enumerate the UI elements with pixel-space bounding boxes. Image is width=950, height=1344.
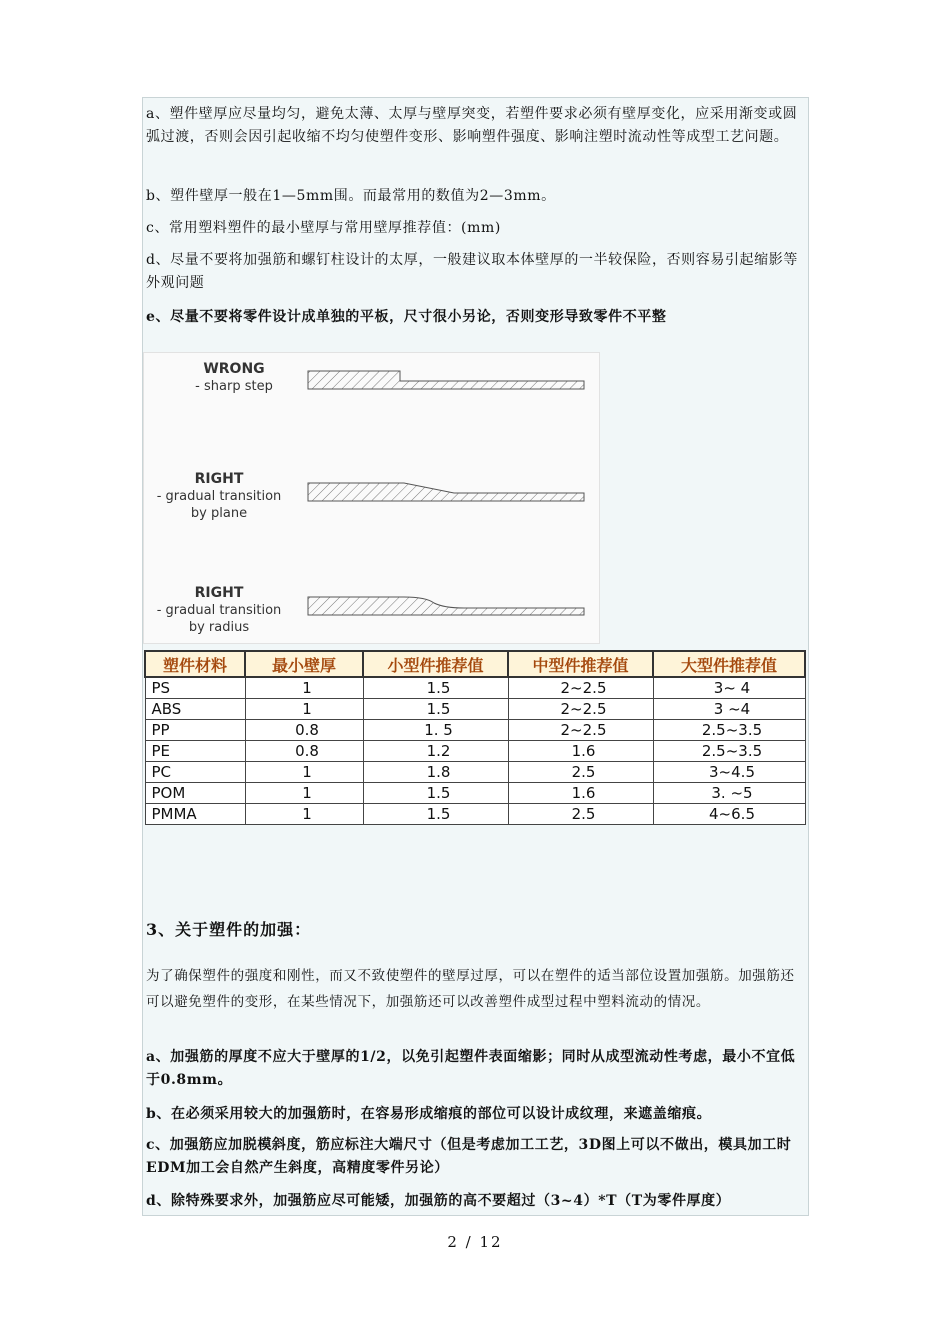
table-row bbox=[145, 804, 805, 825]
paragraph-e: e、尽量不要将零件设计成单独的平板，尺寸很小另论，否则变形导致零件不平整 bbox=[146, 309, 667, 325]
paragraph-c: c、常用塑料塑件的最小壁厚与常用壁厚推荐值：(mm) bbox=[146, 220, 501, 236]
cell: 1 bbox=[245, 804, 363, 825]
cell: PS bbox=[145, 677, 245, 699]
cell: POM bbox=[145, 783, 245, 804]
right-plane-label bbox=[148, 471, 290, 522]
right-plane-sub2: by plane bbox=[190, 506, 248, 521]
paragraph-a: a、塑件壁厚应尽量均匀，避免太薄、太厚与壁厚突变，若塑件要求必须有壁厚变化，应采用渐变或圆弧过渡，否则会因引起收缩不均匀使塑件变形、影响塑件强度、影响注塑时流动性等成型工艺问题。 bbox=[146, 106, 798, 145]
table-row bbox=[145, 720, 805, 741]
plane-transition-profile bbox=[304, 479, 589, 509]
cell: PC bbox=[145, 762, 245, 783]
section-3-a: a、加强筋的厚度不应大于壁厚的1/2，以免引起塑件表面缩影；同时从成型流动性考虑，最小不宜低于0.8mm。 bbox=[146, 1049, 796, 1088]
cell: 2.5 bbox=[508, 762, 653, 783]
paragraph-d: d、尽量不要将加强筋和螺钉柱设计的太厚，一般建议取本体壁厚的一半较保险，否则容易引起缩影等外观问题 bbox=[146, 252, 798, 291]
right-radius-sub1: - gradual transition bbox=[156, 603, 282, 618]
table-row bbox=[145, 741, 805, 762]
header-medium-part: 中型件推荐值 bbox=[508, 651, 653, 677]
cell: 1.5 bbox=[363, 677, 508, 699]
cell: 2.5~3.5 bbox=[653, 720, 805, 741]
cell: 4~6.5 bbox=[653, 804, 805, 825]
paragraph-b: b、塑件壁厚一般在1—5mm围。而最常用的数值为2—3mm。 bbox=[146, 188, 556, 204]
cell: 3~4.5 bbox=[653, 762, 805, 783]
cell: PE bbox=[145, 741, 245, 762]
right-radius-label bbox=[148, 585, 290, 636]
section-3-c: c、加强筋应加脱模斜度，筋应标注大端尺寸（但是考虑加工工艺，3D图上可以不做出，模具加工时EDM加工会自然产生斜度，高精度零件另论） bbox=[146, 1137, 792, 1176]
wrong-label bbox=[164, 361, 304, 395]
table-row bbox=[145, 677, 805, 699]
header-material: 塑件材料 bbox=[145, 651, 245, 677]
cell: 1.2 bbox=[363, 741, 508, 762]
cell: 3 ~4 bbox=[653, 699, 805, 720]
section-3-d: d、除特殊要求外，加强筋应尽可能矮，加强筋的高不要超过（3~4）*T（T为零件厚度） bbox=[146, 1193, 731, 1209]
right-radius-title: RIGHT bbox=[194, 585, 244, 601]
right-radius-sub2: by radius bbox=[188, 620, 250, 635]
cell: 3. ~5 bbox=[653, 783, 805, 804]
cell: 1 bbox=[245, 699, 363, 720]
cell: 3~ 4 bbox=[653, 677, 805, 699]
table-header-row bbox=[145, 651, 805, 677]
cell: 2~2.5 bbox=[508, 699, 653, 720]
wall-thickness-table-wrap bbox=[144, 650, 808, 841]
cell: 1.5 bbox=[363, 804, 508, 825]
header-min-wall: 最小壁厚 bbox=[245, 651, 363, 677]
cell: 2.5~3.5 bbox=[653, 741, 805, 762]
page-number: 2 / 12 bbox=[447, 1233, 503, 1251]
cell: 2.5 bbox=[508, 804, 653, 825]
cell: 1 bbox=[245, 677, 363, 699]
section-3-b: b、在必须采用较大的加强筋时，在容易形成缩痕的部位可以设计成纹理，来遮盖缩痕。 bbox=[146, 1106, 712, 1122]
section-3-intro: 为了确保塑件的强度和刚性，而又不致使塑件的壁厚过厚，可以在塑件的适当部位设置加强筋。加强筋还可以避免塑件的变形，在某些情况下，加强筋还可以改善塑件成型过程中塑料流动的情况。 bbox=[146, 968, 795, 1010]
cell: 0.8 bbox=[245, 741, 363, 762]
cell: PMMA bbox=[145, 804, 245, 825]
header-large-part: 大型件推荐值 bbox=[653, 651, 805, 677]
sharp-step-profile bbox=[304, 367, 589, 397]
right-plane-title: RIGHT bbox=[194, 471, 244, 487]
cell: 1. 5 bbox=[363, 720, 508, 741]
wall-transition-diagram bbox=[143, 352, 600, 644]
cell: ABS bbox=[145, 699, 245, 720]
radius-transition-profile bbox=[304, 593, 589, 623]
cell: 2~2.5 bbox=[508, 720, 653, 741]
right-plane-sub1: - gradual transition bbox=[156, 489, 282, 504]
cell: 0.8 bbox=[245, 720, 363, 741]
cell: 1.8 bbox=[363, 762, 508, 783]
table-row bbox=[145, 699, 805, 720]
wrong-subtitle: - sharp step bbox=[195, 379, 273, 394]
section-3-heading: 3、关于塑件的加强： bbox=[146, 920, 312, 939]
wrong-title: WRONG bbox=[203, 361, 265, 377]
cell: 1.6 bbox=[508, 741, 653, 762]
table-row bbox=[145, 762, 805, 783]
cell: 1 bbox=[245, 762, 363, 783]
header-small-part: 小型件推荐值 bbox=[363, 651, 508, 677]
cell: PP bbox=[145, 720, 245, 741]
table-row bbox=[145, 783, 805, 804]
cell: 1.5 bbox=[363, 699, 508, 720]
cell: 2~2.5 bbox=[508, 677, 653, 699]
cell: 1.6 bbox=[508, 783, 653, 804]
cell: 1 bbox=[245, 783, 363, 804]
wall-thickness-table bbox=[144, 650, 806, 825]
cell: 1.5 bbox=[363, 783, 508, 804]
